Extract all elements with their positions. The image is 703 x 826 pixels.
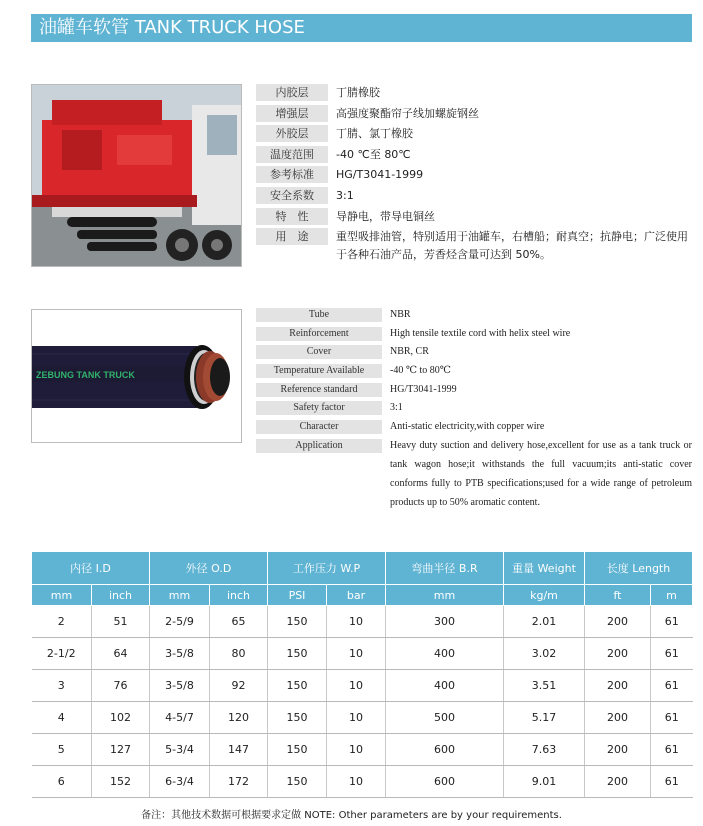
unit-header: ft: [585, 585, 651, 606]
table-cell: 10: [327, 766, 386, 798]
spec-value: 3:1: [336, 188, 354, 202]
table-cell: 600: [386, 734, 504, 766]
table-cell: 152: [92, 766, 150, 798]
spec-value: 高强度聚酯帘子线加螺旋钢丝: [336, 106, 479, 120]
spec-row: [256, 327, 696, 346]
spec-value: NBR, CR: [390, 346, 429, 358]
table-row: [32, 734, 693, 766]
spec-label: Tube: [256, 308, 382, 322]
table-cell: 102: [92, 702, 150, 734]
table-cell: 10: [327, 638, 386, 670]
spec-list-cn: [256, 84, 696, 268]
table-cell: 150: [268, 670, 327, 702]
spec-value: 导静电，带导电铜丝: [336, 209, 435, 223]
table-cell: 61: [651, 670, 693, 702]
spec-value: 丁腈橡胶: [336, 86, 380, 99]
table-cell: 150: [268, 606, 327, 638]
table-cell: 200: [585, 702, 651, 734]
spec-label: Application: [256, 439, 382, 453]
spec-label: Reinforcement: [256, 327, 382, 341]
table-cell: 6: [32, 766, 92, 798]
table-cell: 3.51: [504, 670, 585, 702]
spec-row: [256, 364, 696, 383]
table-cell: 200: [585, 734, 651, 766]
table-cell: 2-1/2: [32, 638, 92, 670]
spec-list-en: [256, 308, 696, 519]
table-row: [32, 766, 693, 798]
spec-value: HG/T3041-1999: [336, 168, 424, 182]
spec-row: [256, 166, 696, 187]
table-cell: 76: [92, 670, 150, 702]
spec-value: Anti-static electricity,with copper wire: [390, 421, 545, 433]
table-cell: 61: [651, 766, 693, 798]
spec-value: 重型吸排油管，特别适用于油罐车，右槽船；耐真空；抗静电；广泛使用于各种石油产品，芳香烃含量可达到 50%。: [336, 230, 688, 262]
table-cell: 200: [585, 670, 651, 702]
group-header: 弯曲半径 B.R: [386, 552, 504, 585]
title-bar: [31, 14, 692, 42]
table-cell: 200: [585, 766, 651, 798]
hose-print-text: ZEBUNG TANK TRUCK: [36, 370, 135, 380]
table-cell: 172: [210, 766, 268, 798]
unit-header: mm: [150, 585, 210, 606]
table-cell: 10: [327, 670, 386, 702]
table-cell: 200: [585, 638, 651, 670]
table-cell: 147: [210, 734, 268, 766]
table-cell: 200: [585, 606, 651, 638]
table-cell: 500: [386, 702, 504, 734]
spec-label: Safety factor: [256, 401, 382, 415]
table-cell: 7.63: [504, 734, 585, 766]
unit-header: mm: [32, 585, 92, 606]
spec-label: 特 性: [256, 208, 328, 225]
table-cell: 61: [651, 734, 693, 766]
table-cell: 5.17: [504, 702, 585, 734]
group-header: 工作压力 W.P: [268, 552, 386, 585]
table-cell: 150: [268, 638, 327, 670]
table-cell: 65: [210, 606, 268, 638]
table-cell: 5-3/4: [150, 734, 210, 766]
spec-row: [256, 105, 696, 126]
spec-label: Cover: [256, 345, 382, 359]
table-cell: 51: [92, 606, 150, 638]
spec-row: [256, 439, 696, 519]
spec-label: Temperature Available: [256, 364, 382, 378]
unit-header: inch: [92, 585, 150, 606]
table-cell: 10: [327, 702, 386, 734]
page-title: 油罐车软管 TANK TRUCK HOSE: [39, 17, 305, 38]
table-cell: 61: [651, 638, 693, 670]
spec-label: Character: [256, 420, 382, 434]
spec-label: 温度范围: [256, 146, 328, 163]
table-cell: 300: [386, 606, 504, 638]
table-cell: 4: [32, 702, 92, 734]
table-cell: 600: [386, 766, 504, 798]
spec-label: 外胶层: [256, 125, 328, 142]
spec-row: [256, 84, 696, 105]
footnote: 备注：其他技术数据可根据要求定做 NOTE: Other parameters are by your requirements.: [141, 810, 562, 821]
table-row: [32, 702, 693, 734]
spec-value: NBR: [390, 309, 411, 320]
table-cell: 5: [32, 734, 92, 766]
table-cell: 6-3/4: [150, 766, 210, 798]
spec-row: [256, 401, 696, 420]
table-cell: 80: [210, 638, 268, 670]
spec-row: [256, 383, 696, 402]
tank-truck-photo: [31, 84, 242, 267]
group-header: 内径 I.D: [32, 552, 150, 585]
spec-value: HG/T3041-1999: [390, 383, 457, 395]
spec-label: 增强层: [256, 105, 328, 122]
unit-header: PSI: [268, 585, 327, 606]
hose-illustration: [32, 310, 241, 442]
spec-row: [256, 345, 696, 364]
group-header: 外径 O.D: [150, 552, 268, 585]
table-cell: 10: [327, 606, 386, 638]
table-cell: 400: [386, 670, 504, 702]
table-cell: 127: [92, 734, 150, 766]
spec-value: Heavy duty suction and delivery hose,excellent for use as a tank truck or tank wagon hose;it withstands the full vacuum;its anti-static cover conforms fully to PTB specifications;used for a wide range of petroleum products up to 50% aromatic content.: [390, 439, 692, 508]
spec-value: 3:1: [390, 402, 403, 414]
spec-row: [256, 308, 696, 327]
unit-header: m: [651, 585, 693, 606]
table-row: [32, 606, 693, 638]
table-cell: 120: [210, 702, 268, 734]
hose-photo: [31, 309, 242, 443]
spec-value: -40 ℃至 80℃: [336, 147, 411, 161]
spec-value: High tensile textile cord with helix steel wire: [390, 327, 571, 339]
table-cell: 150: [268, 766, 327, 798]
table-row: [32, 638, 693, 670]
spec-label: 内胶层: [256, 84, 328, 101]
unit-header: mm: [386, 585, 504, 606]
spec-row: [256, 187, 696, 208]
table-cell: 2.01: [504, 606, 585, 638]
spec-row: [256, 146, 696, 167]
table-cell: 10: [327, 734, 386, 766]
group-header: 长度 Length: [585, 552, 693, 585]
table-row: [32, 670, 693, 702]
unit-header: kg/m: [504, 585, 585, 606]
unit-header: bar: [327, 585, 386, 606]
spec-row: [256, 228, 696, 268]
table-cell: 61: [651, 702, 693, 734]
table-cell: 64: [92, 638, 150, 670]
spec-label: 安全系数: [256, 187, 328, 204]
table-cell: 150: [268, 702, 327, 734]
table-cell: 2: [32, 606, 92, 638]
table-cell: 92: [210, 670, 268, 702]
spec-label: 参考标准: [256, 166, 328, 183]
tank-truck-illustration: [32, 85, 241, 266]
spec-row: [256, 208, 696, 229]
spec-value: -40 ℃ to 80℃: [390, 365, 451, 377]
table-cell: 3.02: [504, 638, 585, 670]
table-cell: 4-5/7: [150, 702, 210, 734]
unit-header: inch: [210, 585, 268, 606]
table-cell: 3: [32, 670, 92, 702]
table-cell: 3-5/8: [150, 670, 210, 702]
spec-label: 用 途: [256, 228, 328, 245]
table-cell: 400: [386, 638, 504, 670]
spec-row: [256, 125, 696, 146]
spec-table: [31, 551, 693, 798]
table-cell: 150: [268, 734, 327, 766]
group-header: 重量 Weight: [504, 552, 585, 585]
spec-label: Reference standard: [256, 383, 382, 397]
table-cell: 2-5/9: [150, 606, 210, 638]
spec-value: 丁腈、氯丁橡胶: [336, 127, 413, 141]
table-cell: 9.01: [504, 766, 585, 798]
table-cell: 3-5/8: [150, 638, 210, 670]
table-cell: 61: [651, 606, 693, 638]
